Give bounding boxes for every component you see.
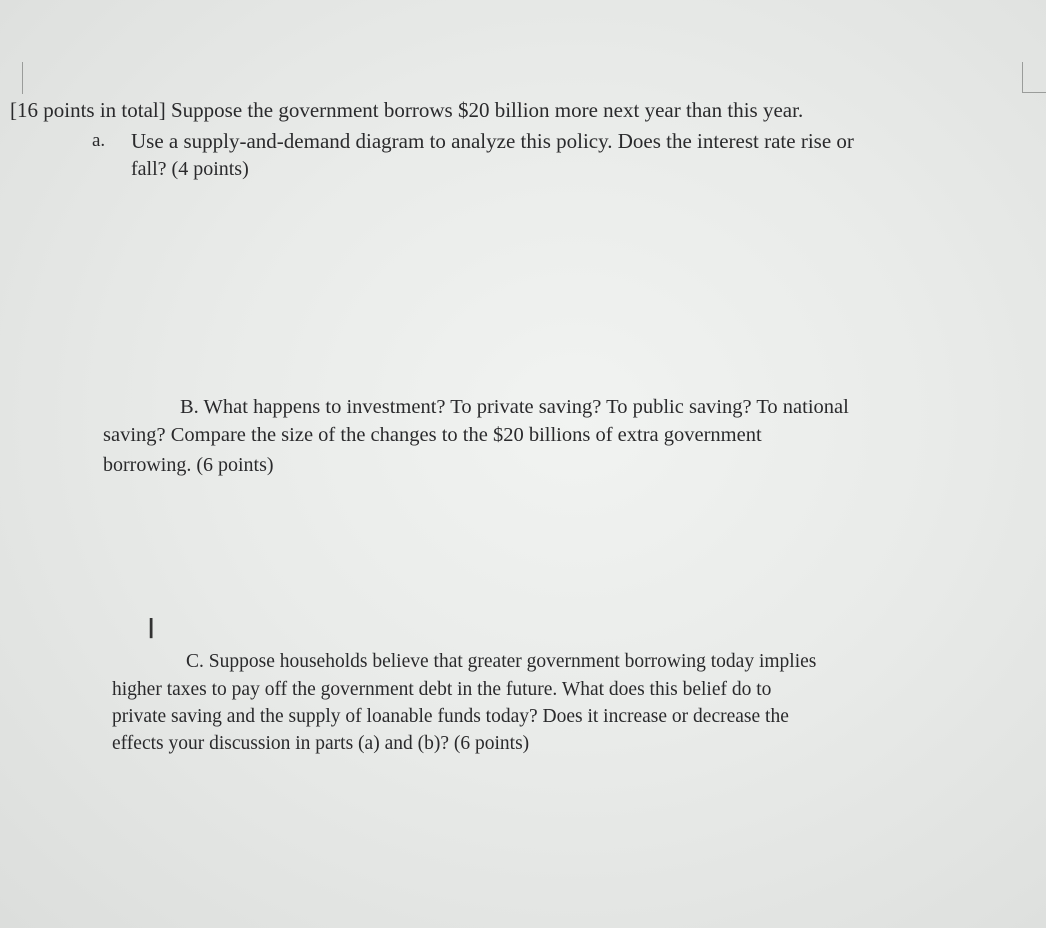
part-c-line-3: private saving and the supply of loanable funds today? Does it increase or decrease the [112,706,789,727]
part-c-line-2: higher taxes to pay off the government debt in the future. What does this belief do to [112,679,772,700]
part-b-line-3: borrowing. (6 points) [103,454,274,476]
top-right-margin-mark [1022,62,1046,93]
top-left-margin-mark [8,62,23,94]
question-header: [16 points in total] Suppose the government borrows $20 billion more next year than this year. [10,98,804,122]
part-a-line-2: fall? (4 points) [131,158,249,180]
part-b-line-1: B. What happens to investment? To private saving? To public saving? To national [180,396,849,418]
text-cursor-icon: I [147,612,156,645]
part-c-line-1: C. Suppose households believe that greater government borrowing today implies [186,651,817,672]
part-a-marker: a. [92,130,106,151]
part-a-line-1: Use a supply-and-demand diagram to analyze this policy. Does the interest rate rise or [131,129,854,153]
part-c-line-4: effects your discussion in parts (a) and (b)? (6 points) [112,733,530,754]
part-b-line-2: saving? Compare the size of the changes to the $20 billions of extra government [103,424,762,446]
